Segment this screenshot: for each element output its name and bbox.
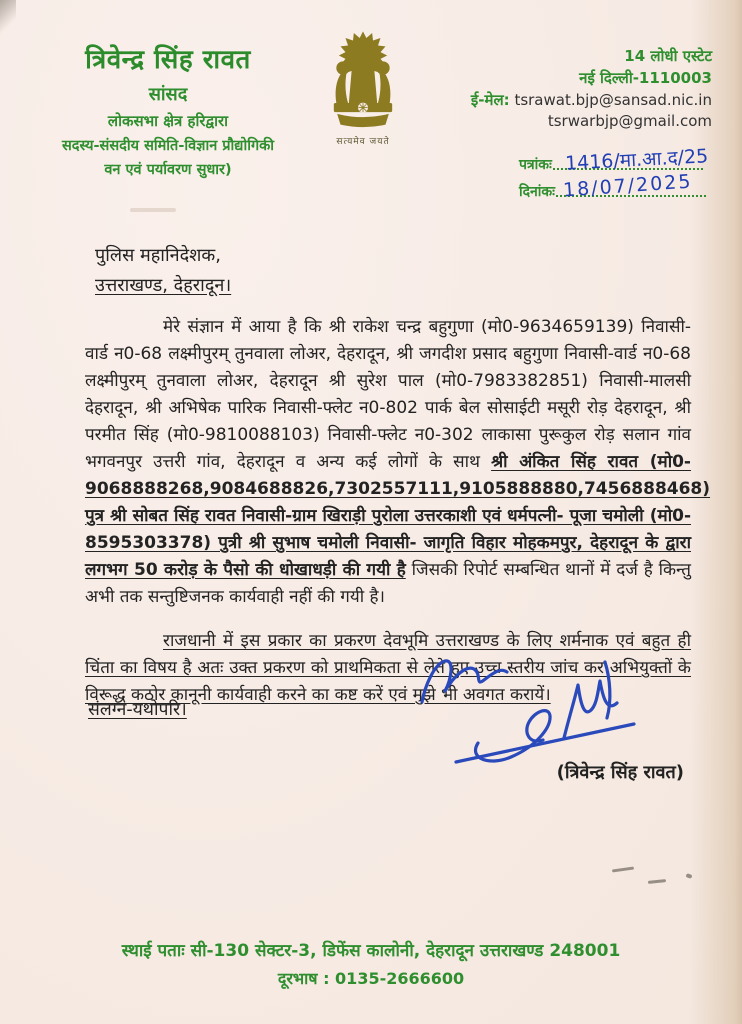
national-emblem — [304, 28, 422, 147]
emblem-motto: सत्यमेव जयते — [336, 137, 390, 147]
mp-designation: सांसद — [148, 84, 188, 105]
date-handwritten: 18/07/2025 — [562, 170, 694, 202]
date-row — [518, 170, 706, 209]
letter-number-handwritten: 1416/मा.आ.द/25 — [564, 145, 709, 175]
recipient-line2: उत्तराखण्ड, देहरादून। — [95, 275, 232, 296]
delhi-address-line1: 14 लोधी एस्टेट — [624, 47, 712, 65]
footer — [0, 938, 742, 989]
para1-intro: मेरे संज्ञान में आया है कि श्री राकेश चन्द्र बहुगुणा (मो0-9634659139) निवासी-वार्ड न0-68 लक्ष्मीपुरम् तुनवाला लोअर, देहरादून, श्री जगदीश प्रसाद बहुगुणा निवासी-वार्ड न0-68 लक्ष्मीपुरम् तुनवाला लोअर, देहरादून श्री सुरेश पाल (मो0-7983382851) निवासी-मालसी देहरादून, श्री अभिषेक पारिक निवासी-फ्लेट न0-802 पार्क बेल सोसाईटी मसूरी रोड़ देहरादून, श्री परमीत सिंह (मो0-9810088103) निवासी-फ्लेट न0-302 लाकासा पुरूकुल रोड़ सलान गांव भगवनपुर उत्तरी गांव, देहरादून व अन्य कई लोगों के साथ — [85, 317, 691, 472]
ashoka-emblem-icon — [313, 28, 413, 128]
email-sansad: tsrawat.bjp@sansad.nic.in — [514, 90, 712, 109]
ink-smudge — [612, 866, 634, 872]
recipient-line1: पुलिस महानिदेशक, — [95, 245, 221, 266]
date-label: दिनांकः — [518, 184, 555, 200]
enclosure-note: संलग्न-यथोपरि। — [88, 700, 187, 720]
letter-number-label: पत्रांकः — [518, 157, 552, 173]
ink-smudge — [648, 879, 666, 884]
mp-name: त्रिवेन्द्र सिंह रावत — [85, 45, 251, 75]
body-paragraph-1 — [85, 314, 711, 611]
ink-smudge — [685, 873, 692, 879]
para2-request: राजधानी में इस प्रकार का प्रकरण देवभूमि उत्तराखण्ड के लिए शर्मनाक एवं बहुत ही चिंता का विषय है अतः उक्त प्रकरण को प्राथमिकता से लेते हुए उच्च स्तरीय जांच कर अभियुक्तों के विरूद्ध कठोर कानूनी कार्यवाही करने का कष्ट करें एवं मुझे भी अवगत करायें। — [85, 631, 691, 705]
email-gmail: tsrwarbjp@gmail.com — [547, 112, 712, 131]
letterhead-left — [18, 40, 318, 179]
reference-block — [518, 145, 709, 209]
email-label: ई-मेल: — [470, 90, 510, 109]
permanent-address: स्थाई पताः सी-130 सेक्टर-3, डिफेंस कालोनी, देहरादून उत्तराखण्ड 248001 — [121, 941, 621, 961]
paper-crease — [130, 208, 176, 212]
handwritten-signature — [398, 648, 664, 774]
signature-ink-icon — [398, 648, 664, 774]
letterhead-right — [471, 46, 712, 133]
scan-corner-artifact — [0, 0, 16, 34]
phone-number: दूरभाष : 0135-2666600 — [277, 969, 465, 988]
recipient-address — [95, 241, 231, 301]
delhi-address-line2: नई दिल्ली-1110003 — [579, 68, 712, 87]
para1-accused-details: श्री अंकित सिंह रावत (मो0-9068888268,9084688826,7302557111,9105888880,7456888468) पुत्र श्री सोबत सिंह रावत निवासी-ग्राम खिराड़ी पुरोला उत्तरकाशी एवं धर्मपत्नी- पूजा चमोली (मो0-8595303378) पुत्री श्री सुभाष चमोली निवासी- जागृति विहार मोहकमपुर, देहरादून के द्वारा लगभग 50 करोड़ के पैसो की धोखाधड़ी की गयी है — [85, 452, 711, 580]
signatory-typed-name: (त्रिवेन्द्र सिंह रावत) — [556, 762, 684, 783]
mp-committee-line2: वन एवं पर्यावरण सुधार) — [104, 162, 232, 178]
para1-closing: जिसकी रिपोर्ट सम्बन्धित थानों में दर्ज है किन्तु अभी तक सन्तुष्टिजनक कार्यवाही नहीं की गयी है। — [85, 560, 691, 607]
mp-committee-line1: सदस्य-संसदीय समिति-विज्ञान प्रौद्योगिकी — [61, 138, 275, 154]
mp-constituency: लोकसभा क्षेत्र हरिद्वारा — [107, 112, 229, 130]
